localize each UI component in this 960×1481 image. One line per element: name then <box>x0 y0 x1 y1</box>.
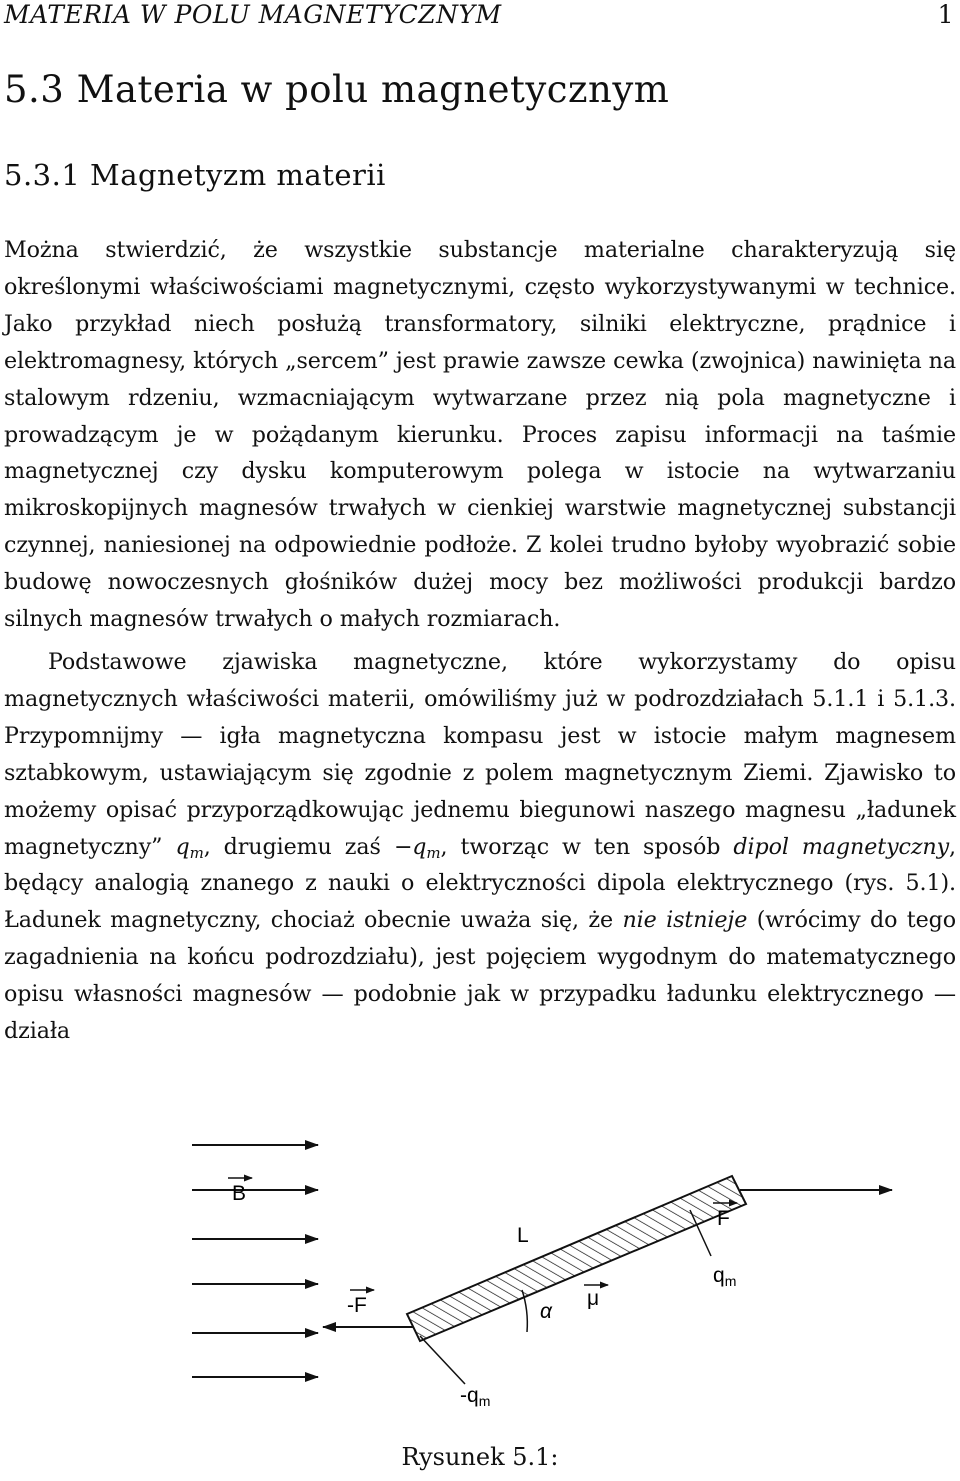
bar-magnet <box>407 1176 746 1341</box>
term-nie-istnieje: nie istnieje <box>622 907 748 934</box>
paragraph-2-part-c: , tworząc w ten sposób <box>440 833 721 860</box>
label-L: L <box>517 1224 529 1247</box>
running-header <box>4 0 954 30</box>
pointer-minus-qm <box>420 1336 465 1384</box>
figure-dipole-diagram <box>0 1120 960 1440</box>
magnetic-field-lines <box>192 1145 318 1377</box>
magnet-body <box>407 1176 746 1341</box>
paragraph-2-part-a: Podstawowe zjawiska magnetyczne, które wykorzystamy do opisu magnetycznych właściwości materii, omówiliśmy już w podrozdziałach 5.1.1 i 5.1.3. Przypomnijmy — igła magnetyczna kompasu jest w istocie małym magnesem sztabkowym, ustawiającym się zgodnie z polem magnetycznym Ziemi. Zjawisko to możemy opisać przyporządkowując jednemu biegunowi naszego magnesu „ładunek magnetyczny” <box>4 648 956 860</box>
page-number: 1 <box>937 0 954 29</box>
paragraph-2-part-b: , drugiemu zaś <box>203 833 381 860</box>
subsection-title: 5.3.1 Magnetyzm materii <box>4 158 386 192</box>
figure-caption: Rysunek 5.1: <box>401 1443 559 1471</box>
negative-magnetic-charge-symbol: $-q_m$ <box>393 833 441 862</box>
section-title: 5.3 Materia w polu magnetycznym <box>4 68 670 111</box>
label-F: F <box>717 1207 730 1230</box>
label-mu: μ <box>587 1287 600 1310</box>
label-minus-qm: -qm <box>460 1384 491 1409</box>
label-minus-F: -F <box>347 1294 367 1317</box>
magnetic-charge-symbol: $q_m$ <box>175 833 204 862</box>
paragraph-2 <box>4 644 956 1050</box>
label-qm: qm <box>713 1264 737 1289</box>
paragraph-2-part-e: (wrócimy do tego zagadnienia na końcu podrozdziału), jest pojęciem wygodnym do matematycznego opisu własności magnesów — podobnie jak w przypadku ładunku elektrycznego — działa <box>4 907 957 1045</box>
paragraph-1: Można stwierdzić, że wszystkie substancje materialne charakteryzują się określonymi właściwościami magnetycznymi, często wykorzystywanymi w technice. Jako przykład niech posłużą transformatory, silniki elektryczne, prądnice i elektromagnesy, których „sercem” jest prawie zawsze cewka (zwojnica) nawinięta na stalowym rdzeniu, wzmacniającym wytwarzane przez nią pola magnetyczne i prowadzącym je w pożądanym kierunku. Proces zapisu informacji na taśmie magnetycznej czy dysku komputerowym polega w istocie na wytwarzaniu mikroskopijnych magnesów trwałych w cienkiej warstwie magnetycznej substancji czynnej, naniesionej na odpowiednie podłoże. Z kolei trudno byłoby wyobrazić sobie budowę nowoczesnych głośników dużej mocy bez możliwości produkcji bardzo silnych magnesów trwałych o małych rozmiarach. <box>4 237 956 633</box>
running-title: MATERIA W POLU MAGNETYCZNYM <box>4 0 502 29</box>
term-dipol: dipol magnetyczny <box>733 833 950 860</box>
body-text <box>4 232 956 1050</box>
paragraph-2-part-d: , będący analogią znanego z nauki o elektryczności dipola elektrycznego (rys. 5.1). Ładunek magnetyczny, chociaż obecnie uważa się, że <box>4 833 956 934</box>
label-B: B <box>232 1182 247 1205</box>
label-alpha: α <box>540 1300 552 1323</box>
